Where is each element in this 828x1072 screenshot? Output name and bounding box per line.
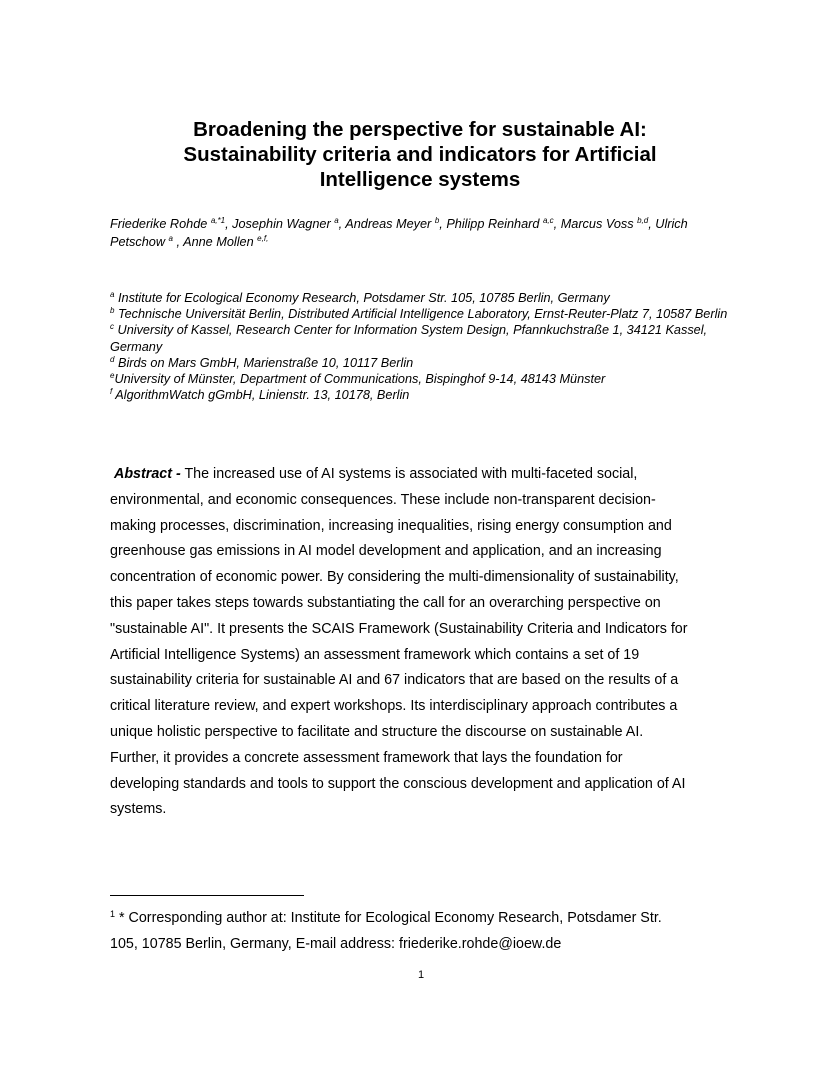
abstract-line: Further, it provides a concrete assessment framework that lays the foundation for [110, 749, 623, 766]
affiliation-sup: b [110, 306, 115, 316]
abstract-line: sustainability criteria for sustainable AI and 67 indicators that are based on the results of a [110, 672, 679, 689]
author-list: Friederike Rohde $^{a,*1}$, Josephin Wagner $^a$, Andreas Meyer $^b$, Philipp Reinhard $^{a,c}$, Marcus Voss $^{b,d}$, Ulrich Petschow $^a$ , Anne Mollen $^{e,f,}$ [110, 216, 688, 249]
footnote-text: * Corresponding author at: Institute for Ecological Economy Research, Potsdamer Str. [119, 910, 662, 926]
abstract-line: environmental, and economic consequences. These include non-transparent decision- [110, 491, 656, 508]
author-name: Andreas Meyer [345, 217, 432, 231]
author-name: Josephin Wagner [232, 217, 331, 231]
abstract-line: "sustainable AI". It presents the SCAIS Framework (Sustainability Criteria and Indicators for [110, 620, 688, 637]
affiliation-text: Birds on Mars GmbH, Marienstraße 10, 10117 Berlin [117, 355, 414, 370]
page-number: 1 [417, 969, 425, 981]
author-name: Ulrich Petschow [110, 217, 688, 249]
footnote-marker: 1 [110, 909, 116, 919]
footnote [110, 906, 730, 958]
affiliation-item [110, 322, 740, 354]
title-line: Sustainability criteria and indicators for Artificial [183, 143, 657, 166]
abstract-line: systems. [110, 801, 167, 818]
affiliation-sup: a [110, 290, 115, 299]
affiliation-text: Institute for Ecological Economy Research, Potsdamer Str. 105, 10785 Berlin, Germany [117, 291, 610, 305]
author-affil-sup: b [434, 216, 440, 225]
abstract-line [110, 462, 722, 488]
author-affil-sup: b,d [637, 216, 649, 225]
author-name: Friederike Rohde [110, 217, 208, 231]
abstract-line: concentration of economic power. By considering the multi-dimensionality of sustainability, [110, 569, 679, 586]
affiliation-list [110, 290, 740, 403]
footnote-line [110, 906, 730, 932]
affiliation-item [110, 387, 740, 403]
author-affil-sup: a,c [542, 216, 554, 225]
affiliation-sup: d [110, 354, 115, 364]
author-affil-sup: a,*1 [210, 216, 226, 225]
affiliation-text: AlgorithmWatch gGmbH, Linienstr. 13, 10178, Berlin [115, 388, 410, 403]
abstract-line: Artificial Intelligence Systems) an assessment framework which contains a set of 19 [110, 646, 640, 663]
author-affil-sup: a [334, 216, 339, 225]
abstract-text: The increased use of AI systems is associated with multi-faceted social, [184, 466, 638, 482]
abstract-line: critical literature review, and expert workshops. Its interdisciplinary approach contributes a [110, 698, 678, 715]
abstract-line: developing standards and tools to support the conscious development and application of AI [110, 775, 686, 792]
affiliation-item [110, 355, 740, 371]
title-line: Intelligence systems [319, 168, 521, 191]
affiliation-sup: c [110, 322, 114, 332]
affiliation-text: Technische Universität Berlin, Distributed Artificial Intelligence Laboratory, Ernst-Reuter-Platz 7, 10587 Berlin [117, 307, 728, 322]
abstract-line: making processes, discrimination, increasing inequalities, rising energy consumption and [110, 517, 672, 534]
author-name: Marcus Voss [560, 217, 634, 231]
footnote-separator [110, 895, 304, 896]
affiliation-item [110, 371, 740, 387]
affiliation-text: University of Münster, Department of Communications, Bispinghof 9-14, 48143 Münster [114, 372, 606, 387]
title-line: Broadening the perspective for sustainable AI: [193, 118, 647, 141]
author-name: Anne Mollen [183, 235, 254, 249]
author-affil-sup: e,f, [257, 234, 269, 243]
affiliation-item [110, 290, 740, 306]
abstract-line: unique holistic perspective to facilitate and structure the discourse on sustainable AI. [110, 723, 644, 740]
affiliation-text: University of Kassel, Research Center for Information System Design, Pfannkuchstraße 1, 34121 Kassel, Germany [110, 323, 708, 354]
footnote-line: 105, 10785 Berlin, Germany, E-mail address: friederike.rohde@ioew.de [110, 935, 562, 952]
affiliation-sup: e [110, 371, 115, 381]
affiliation-item [110, 306, 740, 322]
affiliation-sup: f [110, 387, 113, 397]
abstract-line: this paper takes steps towards substantiating the call for an overarching perspective on [110, 594, 661, 611]
abstract-line: greenhouse gas emissions in AI model development and application, and an increasing [110, 543, 662, 560]
abstract-label: Abstract - [114, 466, 181, 482]
paper-title [110, 117, 730, 192]
abstract [110, 462, 722, 823]
author-name: Philipp Reinhard [446, 217, 540, 231]
author-affil-sup: a [168, 234, 173, 243]
